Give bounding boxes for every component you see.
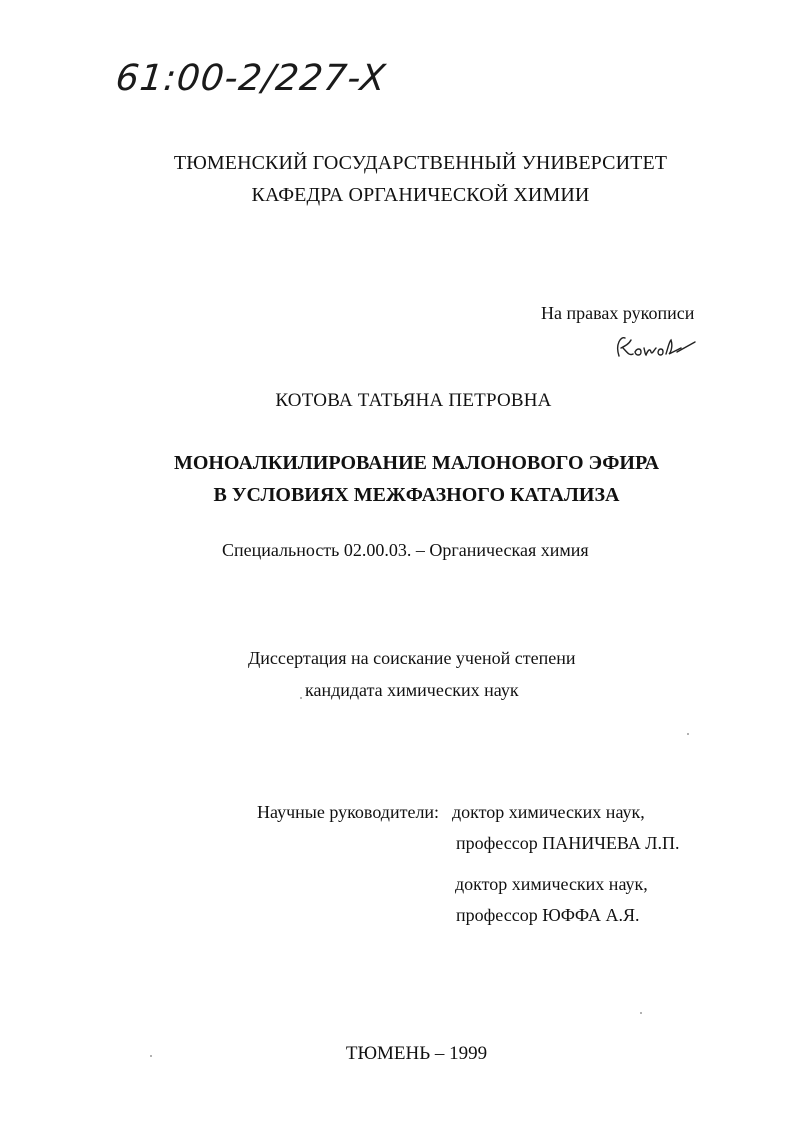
degree-line-2: кандидата химических наук <box>305 680 519 700</box>
scan-speck <box>640 1012 642 1014</box>
advisor-1-name: профессор ПАНИЧЕВА Л.П. <box>456 833 680 853</box>
specialty: Специальность 02.00.03. – Органическая химия <box>222 540 589 560</box>
university-name: ТЮМЕНСКИЙ ГОСУДАРСТВЕННЫЙ УНИВЕРСИТЕТ <box>173 152 668 174</box>
scan-speck <box>150 1055 152 1057</box>
advisor-2-title: доктор химических наук, <box>455 874 648 894</box>
advisor-2-name: профессор ЮФФА А.Я. <box>456 905 640 925</box>
author-name: КОТОВА ТАТЬЯНА ПЕТРОВНА <box>275 390 552 411</box>
advisors-label: Научные руководители: <box>257 802 440 822</box>
department-name: КАФЕДРА ОРГАНИЧЕСКОЙ ХИМИИ <box>251 184 590 206</box>
scan-speck <box>687 733 689 735</box>
degree-line-1: Диссертация на соискание ученой степени <box>248 648 576 668</box>
scan-speck <box>300 697 302 699</box>
city-year: ТЮМЕНЬ – 1999 <box>345 1043 488 1064</box>
author-signature <box>611 330 697 364</box>
dissertation-title-line-2: В УСЛОВИЯХ МЕЖФАЗНОГО КАТАЛИЗА <box>213 484 620 506</box>
dissertation-title-line-1: МОНОАЛКИЛИРОВАНИЕ МАЛОНОВОГО ЭФИРА <box>173 452 660 474</box>
handwritten-archive-code: 61:00-2/227-X <box>113 58 389 99</box>
rights-notice: На правах рукописи <box>541 303 695 323</box>
advisor-1-title: доктор химических наук, <box>452 802 645 822</box>
